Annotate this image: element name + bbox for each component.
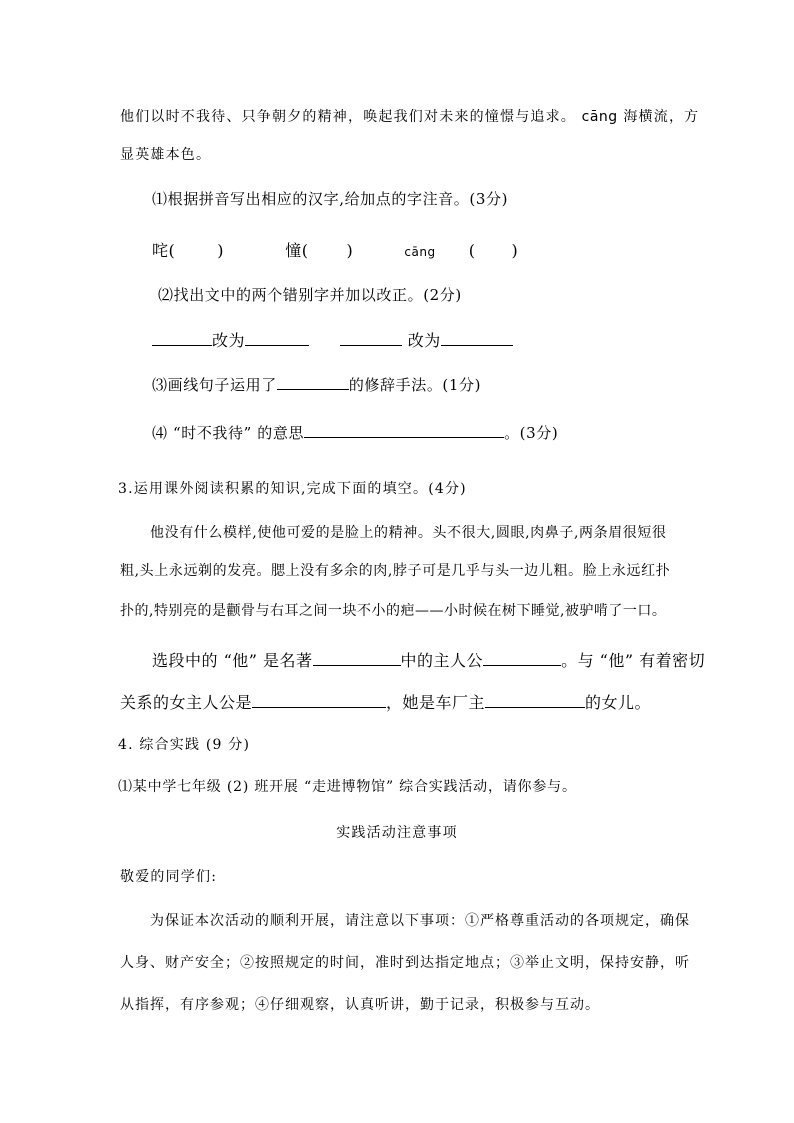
q3-fill-line-1: [152, 648, 705, 671]
passage-line-1-tail: 海横流，方: [623, 109, 700, 125]
meaning-blank[interactable]: [304, 423, 504, 438]
q3-fill-line-2: [120, 690, 651, 713]
answer-paren-c-close: ): [511, 241, 519, 260]
answer-paren-b-open: (: [301, 241, 309, 260]
correct-char-blank-1[interactable]: [245, 331, 309, 346]
notice-greeting: 敬爱的同学们:: [120, 869, 218, 885]
q2-sub2-prompt: ⑵找出文中的两个错别字并加以改正。(2分): [158, 286, 462, 304]
notice-body-line-2: 人身、财产安全；②按照规定的时间，准时到达指定地点；③举止文明，保持安静，听: [120, 955, 690, 971]
q2-sub4-prefix: ⑷ “时不我待” 的意思: [152, 424, 305, 442]
wrong-char-blank-2[interactable]: [340, 331, 402, 346]
q3-fill-1c: 。与 “他” 有着密切: [561, 651, 706, 670]
q3-fill-2b: ，她是车厂主: [386, 693, 486, 712]
q4-heading: 4. 综合实践 (9 分): [118, 737, 251, 753]
q3-fill-2a: 关系的女主人公是: [120, 693, 253, 712]
q3-fill-1a: 选段中的 “他” 是名著: [152, 651, 313, 670]
passage-line-1: [120, 106, 699, 126]
notice-title: 实践活动注意事项: [336, 825, 458, 841]
answer-paren-c-open: (: [468, 241, 476, 260]
passage-line-2: 显英雄本色。: [120, 147, 212, 163]
passage-line-1-text: 他们以时不我待、只争朝夕的精神，唤起我们对未来的憧憬与追求。: [120, 109, 576, 125]
q2-sub4-row: [152, 422, 558, 443]
change-label-2: 改为: [407, 331, 441, 350]
novel-title-blank[interactable]: [313, 651, 401, 666]
q3-excerpt-line-1: 他没有什么模样,使他可爱的是脸上的精神。头不很大,圆眼,肉鼻子,两条眉很短很: [150, 525, 667, 541]
q2-sub1-prompt: ⑴根据拼音写出相应的汉字,给加点的字注音。(3分): [152, 190, 509, 208]
q2-sub3-prefix: ⑶画线句子运用了: [152, 376, 277, 394]
q3-heading: 3.运用课外阅读积累的知识,完成下面的填空。(4分): [118, 481, 467, 497]
item-b-char: 憧: [285, 241, 302, 260]
q4-sub1: ⑴某中学七年级 (2) 班开展 “走进博物馆” 综合实践活动，请你参与。: [118, 779, 577, 795]
answer-paren-b-close: ): [346, 241, 354, 260]
q2-correction-row: [152, 328, 513, 351]
q2-pinyin-row: [152, 238, 518, 261]
notice-body-line-3: 从指挥，有序参观；④仔细观察，认真听讲，勤于记录，积极参与互动。: [120, 997, 600, 1013]
answer-paren-a-close: ): [217, 241, 225, 260]
q3-excerpt-line-2: 粗,头上永远剃的发亮。腮上没有多余的肉,脖子可是几乎与头一边儿粗。脸上永远红扑: [120, 563, 671, 579]
item-c-pinyin: cāng: [404, 245, 436, 259]
change-label-1: 改为: [212, 331, 246, 350]
q2-sub4-suffix: 。(3分): [504, 424, 559, 442]
item-a-char: 咤: [152, 241, 169, 260]
correct-char-blank-2[interactable]: [441, 331, 513, 346]
q2-sub3-suffix: 的修辞手法。(1分): [348, 376, 482, 394]
q3-fill-1b: 中的主人公: [400, 651, 484, 670]
rhetoric-blank[interactable]: [277, 375, 349, 390]
factory-owner-blank[interactable]: [485, 693, 585, 708]
q2-sub3-row: [152, 374, 481, 395]
pinyin-word: cāng: [581, 109, 618, 125]
q3-excerpt-line-3: 扑的,特别亮的是颧骨与右耳之间一块不小的疤——小时候在树下睡觉,被驴啃了一口。: [120, 603, 667, 619]
answer-paren-a-open: (: [168, 241, 176, 260]
q3-fill-2c: 的女儿。: [585, 693, 652, 712]
protagonist-blank[interactable]: [483, 651, 561, 666]
notice-body-line-1: 为保证本次活动的顺利开展，请注意以下事项：①严格尊重活动的各项规定，确保: [150, 913, 690, 929]
wrong-char-blank-1[interactable]: [152, 331, 212, 346]
heroine-blank[interactable]: [252, 693, 386, 708]
